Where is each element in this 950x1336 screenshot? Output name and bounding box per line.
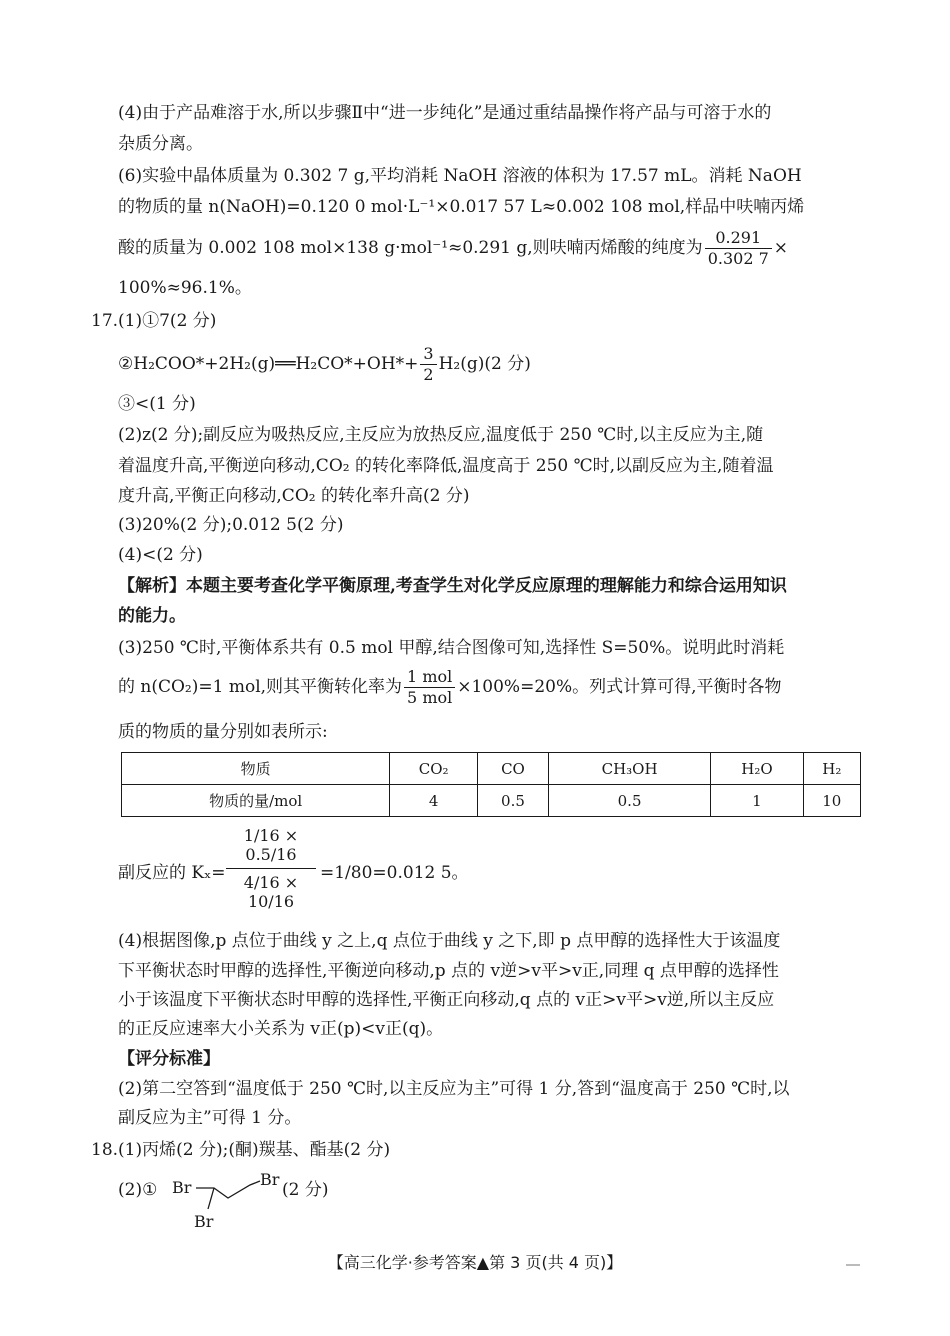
numerator: 1 mol	[404, 667, 455, 688]
text-line: (4)<(2 分)	[118, 545, 203, 565]
fraction	[705, 228, 772, 269]
text-segment: ×100%=20%。列式计算可得,平衡时各物	[457, 677, 782, 697]
numerator: 3	[420, 344, 436, 365]
text-line: 下平衡状态时甲醇的选择性,平衡逆向移动,p 点的 v逆>v平>v正,同理 q 点甲醇的选择性	[118, 961, 779, 981]
dibromopropane-structure	[168, 1165, 288, 1235]
denominator: 0.302 7	[707, 249, 769, 268]
carbon-chain	[196, 1181, 260, 1198]
question-18-heading: 18.(1)丙烯(2 分);(酮)羰基、酯基(2 分)	[91, 1140, 391, 1160]
text-segment: 酸的质量为 0.002 108 mol×138 g·mol⁻¹≈0.291 g,则呋喃丙烯酸的纯度为	[118, 238, 703, 258]
denominator: 2	[423, 365, 434, 384]
fraction	[420, 344, 436, 385]
text-line: 的正反应速率大小关系为 v正(p)<v正(q)。	[118, 1019, 444, 1039]
question-17-heading: 17.(1)①7(2 分)	[91, 311, 217, 331]
table-cell: 0.5	[548, 785, 710, 817]
text-line: 小于该温度下平衡状态时甲醇的选择性,平衡正向移动,q 点的 v正>v平>v逆,所以主反应	[118, 990, 775, 1010]
bromine-label: Br	[172, 1178, 192, 1197]
amount-table	[121, 752, 861, 817]
table-header: CH₃OH	[548, 753, 710, 785]
bromine-label: Br	[260, 1170, 280, 1189]
page-footer: 【高三化学·参考答案▲第 3 页(共 4 页)】	[327, 1253, 623, 1272]
text-line: 着温度升高,平衡逆向移动,CO₂ 的转化率降低,温度高于 250 ℃时,以副反应为主,随着温	[118, 456, 774, 476]
scan-mark	[846, 1264, 860, 1266]
bromine-label: Br	[194, 1212, 214, 1231]
equation-part: ②H₂COO*+2H₂(g)══H₂CO*+OH*+	[118, 354, 419, 374]
text-line: 质的物质的量分别如表所示:	[118, 722, 328, 742]
text-line: 的能力。	[118, 606, 186, 626]
text-line: (4)由于产品难溶于水,所以步骤Ⅱ中“进一步纯化”是通过重结晶操作将产品与可溶于水的	[118, 103, 772, 123]
text-line: 副反应为主”可得 1 分。	[118, 1108, 302, 1128]
table-header: H₂	[803, 753, 860, 785]
table-cell: 4	[390, 785, 478, 817]
kx-label: 副反应的 Kₓ=	[118, 863, 226, 883]
table-cell: 物质的量/mol	[122, 785, 390, 817]
text-segment: (2)①	[118, 1180, 158, 1200]
table-cell: 0.5	[478, 785, 549, 817]
analysis-heading: 【解析】本题主要考查化学平衡原理,考查学生对化学反应原理的理解能力和综合运用知识	[118, 576, 787, 596]
kx-fraction	[226, 822, 316, 915]
text-line: (2)第二空答到“温度低于 250 ℃时,以主反应为主”可得 1 分,答到“温度高于 250 ℃时,以	[118, 1079, 790, 1099]
text-line: (4)根据图像,p 点位于曲线 y 之上,q 点位于曲线 y 之下,即 p 点甲醇的选择性大于该温度	[118, 931, 781, 951]
table-header: H₂O	[711, 753, 803, 785]
kx-result: =1/80=0.012 5。	[320, 863, 469, 883]
kx-numerator: 1/16 × 0.5/16	[243, 826, 299, 864]
text-line: (6)实验中晶体质量为 0.302 7 g,平均消耗 NaOH 溶液的体积为 17.57 mL。消耗 NaOH	[118, 166, 802, 186]
scoring-heading: 【评分标准】	[118, 1049, 220, 1069]
purity-line	[118, 225, 788, 271]
table-cell: 10	[803, 785, 860, 817]
text-line: 度升高,平衡正向移动,CO₂ 的转化率升高(2 分)	[118, 486, 470, 506]
fraction	[404, 667, 455, 708]
table-header: CO₂	[390, 753, 478, 785]
denominator: 5 mol	[407, 688, 453, 707]
equation-line	[118, 341, 531, 387]
text-line: (3)20%(2 分);0.012 5(2 分)	[118, 515, 344, 535]
table-cell: 1	[711, 785, 803, 817]
numerator: 0.291	[705, 228, 772, 249]
text-line: ③<(1 分)	[118, 394, 196, 414]
table-header: 物质	[122, 753, 390, 785]
text-line: (2)z(2 分);副反应为吸热反应,主反应为放热反应,温度低于 250 ℃时,以主反应为主,随	[118, 425, 764, 445]
text-line: (3)250 ℃时,平衡体系共有 0.5 mol 甲醇,结合图像可知,选择性 S=50%。说明此时消耗	[118, 638, 785, 658]
text-segment: ×	[773, 238, 789, 258]
carbon-bond	[208, 1188, 214, 1209]
text-line: 100%≈96.1%。	[118, 278, 252, 298]
text-segment: (2 分)	[282, 1180, 329, 1200]
table-header-row	[122, 753, 861, 785]
kx-denominator: 4/16 × 10/16	[226, 868, 316, 915]
table-header: CO	[478, 753, 549, 785]
equation-part: H₂(g)(2 分)	[438, 354, 531, 374]
text-line: 杂质分离。	[118, 134, 203, 154]
text-segment: 的 n(CO₂)=1 mol,则其平衡转化率为	[118, 677, 403, 697]
conversion-line	[118, 664, 782, 710]
text-line: 的物质的量 n(NaOH)=0.120 0 mol·L⁻¹×0.017 57 L≈0.002 108 mol,样品中呋喃丙烯	[118, 197, 805, 217]
table-row	[122, 785, 861, 817]
